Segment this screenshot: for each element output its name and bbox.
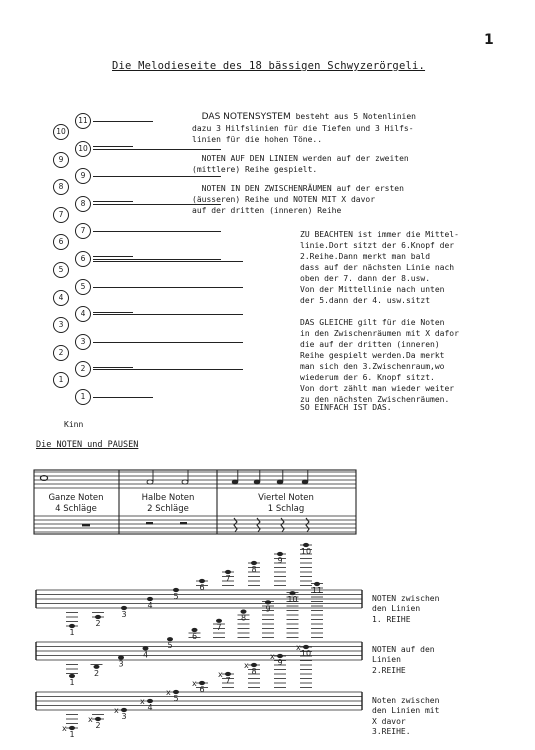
outer-row-button-10: 10 (53, 124, 69, 140)
zwischen-line: auf der dritten (inneren) Reihe (192, 206, 342, 215)
half-note-name: Halbe Noten (141, 493, 195, 503)
note-number: 10 (300, 649, 312, 658)
notensystem-line: dazu 3 Hilfslinien für die Tiefen und 3 Hilfs- (192, 124, 414, 133)
note-number: 1 (69, 678, 75, 687)
outer-row-button-3: 3 (53, 317, 69, 333)
space-line-10 (93, 146, 133, 147)
space-line-4 (93, 312, 133, 313)
beachten-line: 2.Reihe.Dann merkt man bald (300, 252, 431, 261)
sharp-x-mark: x (88, 715, 93, 724)
middle-row-button-5: 5 (75, 279, 91, 295)
linien-line: (mittlere) Reihe gespielt. (192, 165, 318, 174)
half-note-label (119, 493, 217, 515)
einfach-line: SO EINFACH IST DAS. (300, 403, 392, 412)
notensystem-line: besteht aus 5 Notenlinien (290, 112, 416, 121)
middle-line-accent (93, 261, 243, 262)
zwischen-heading: NOTEN IN DEN ZWISCHENRÄUMEN (201, 184, 332, 193)
notensystem-heading: DAS NOTENSYSTEM (201, 112, 291, 122)
gleiche-line: die auf der dritten (inneren) (300, 340, 440, 349)
gleiche-line: Von dort zählt man wieder weiter (300, 384, 455, 393)
beachten-line: ZU BEACHTEN ist immer die Mittel- (300, 230, 459, 239)
zwischen-paragraph (192, 172, 404, 216)
section-title (36, 440, 138, 450)
note-number: 6 (191, 632, 198, 641)
quarter-note-name: Viertel Noten (258, 493, 314, 503)
outer-row-button-2: 2 (53, 345, 69, 361)
sharp-x-mark: x (140, 697, 145, 706)
sharp-x-mark: x (62, 724, 67, 733)
staff-row-2-label (372, 634, 435, 676)
staff-row-label-line: NOTEN zwischen (372, 593, 440, 603)
note-number: 2 (95, 619, 101, 628)
staff-row-label-line: X davor (372, 716, 406, 726)
note-number: 2 (93, 668, 100, 678)
note-line-7 (93, 231, 221, 232)
page-number: 1 (484, 32, 494, 48)
staff-row-1-label (372, 583, 439, 625)
gleiche-line: in den Zwischenräumen mit X dafor (300, 329, 459, 338)
note-line-11 (93, 121, 153, 122)
zwischen-line: (äusseren) Reihe und NOTEN MIT X davor (192, 195, 376, 204)
gleiche-line: zu den nächsten Zwischenräumen. (300, 395, 450, 404)
whole-note-label (34, 493, 118, 515)
beachten-paragraph (300, 218, 459, 306)
outer-row-button-9: 9 (53, 152, 69, 168)
page-title: Die Melodieseite des 18 bässigen Schwyzerörgeli. (112, 60, 426, 72)
note-number: 5 (167, 641, 173, 651)
gleiche-line: man sich den 3.Zwischenraum,wo (300, 362, 445, 371)
note-number: 9 (277, 658, 283, 667)
note-number: 8 (240, 613, 247, 623)
note-number: 11 (311, 586, 323, 595)
gleiche-line: DAS GLEICHE gilt für die Noten (300, 318, 445, 327)
quarter-note-beats: 1 Schlag (267, 504, 305, 514)
middle-row-button-7: 7 (75, 223, 91, 239)
beachten-line: Von der Mittellinie nach unten (300, 285, 445, 294)
middle-row-button-11: 11 (75, 113, 91, 129)
notensystem-line: linien für die hohen Töne.. (192, 135, 323, 144)
note-number: 4 (142, 650, 149, 660)
note-line-4 (93, 314, 243, 315)
note-number: 5 (173, 694, 179, 703)
middle-row-button-4: 4 (75, 306, 91, 322)
note-line-2 (93, 369, 243, 370)
note-number: 8 (251, 667, 257, 676)
outer-row-button-1: 1 (53, 372, 69, 388)
middle-row-button-6: 6 (75, 251, 91, 267)
staff-row-3-label (372, 685, 439, 738)
note-line-3 (93, 342, 243, 343)
gleiche-line: Reihe gespielt werden.Da merkt (300, 351, 445, 360)
note-number: 7 (225, 574, 231, 583)
space-line-8 (93, 201, 133, 202)
chin-label: Kinn (64, 420, 84, 429)
section-title-text: Die NOTEN und PAUSEN (36, 440, 139, 450)
note-number: 3 (118, 659, 124, 669)
note-number: 8 (251, 565, 257, 574)
half-note-beats: 2 Schläge (147, 504, 189, 514)
note-line-1 (93, 397, 153, 398)
note-number: 1 (69, 730, 75, 739)
middle-row-button-9: 9 (75, 168, 91, 184)
note-number: 2 (95, 721, 101, 730)
gleiche-line: wiederum der 6. Knopf sitzt. (300, 373, 435, 382)
linien-heading: NOTEN AUF DEN LINIEN (201, 154, 298, 163)
middle-row-button-2: 2 (75, 361, 91, 377)
outer-row-button-8: 8 (53, 179, 69, 195)
middle-row-button-3: 3 (75, 334, 91, 350)
whole-note-name: Ganze Noten (48, 493, 104, 503)
linien-line: werden auf der zweiten (297, 154, 409, 163)
gleiche-paragraph (300, 306, 459, 405)
note-number: 7 (216, 622, 222, 632)
outer-row-button-5: 5 (53, 262, 69, 278)
whole-rest-symbol (82, 524, 90, 526)
sharp-x-mark: x (218, 670, 223, 679)
beachten-line: linie.Dort sitzt der 6.Knopf der (300, 241, 455, 250)
note-number: 9 (265, 604, 271, 614)
staff-row-label-line: den Linien (372, 604, 421, 613)
middle-row-button-10: 10 (75, 141, 91, 157)
linien-paragraph (192, 142, 409, 175)
middle-row-button-8: 8 (75, 196, 91, 212)
sharp-x-mark: x (270, 652, 275, 661)
sharp-x-mark: x (192, 679, 197, 688)
beachten-line: dass auf der nächsten Linie nach (300, 263, 455, 272)
staff-row-label-line: Noten zwischen (372, 695, 440, 705)
note-number: 7 (225, 676, 231, 685)
note-number: 6 (199, 583, 205, 592)
sharp-x-mark: x (166, 688, 171, 697)
staff-row-label-line: 3.REIHE. (372, 727, 411, 736)
staff-rows (0, 547, 370, 750)
quarter-note-label (217, 493, 355, 515)
note-number: 9 (277, 556, 283, 565)
staff-row-label-line: NOTEN auf den (372, 644, 435, 654)
sharp-x-mark: x (244, 661, 249, 670)
outer-row-button-7: 7 (53, 207, 69, 223)
note-number: 4 (147, 601, 153, 610)
note-number: 10 (300, 547, 312, 556)
whole-note-beats: 4 Schläge (55, 504, 97, 514)
beachten-line: der 5.dann der 4. usw.sitzt (300, 296, 431, 305)
sharp-x-mark: x (114, 706, 119, 715)
staff-row-label-line: 1. REIHE (372, 614, 411, 624)
note-number: 1 (69, 628, 75, 637)
sharp-x-mark: x (296, 643, 301, 652)
middle-row-button-1: 1 (75, 389, 91, 405)
note-number: 10 (287, 595, 298, 605)
outer-row-button-6: 6 (53, 234, 69, 250)
note-number: 4 (147, 703, 153, 712)
beachten-line: oben der 7. dann der 8.usw. (300, 274, 431, 283)
staff-row-label-line: 2.REIHE (372, 665, 406, 675)
zwischen-line: auf der ersten (331, 184, 404, 193)
staff-row-label-line: Linien (372, 655, 401, 664)
outer-row-button-4: 4 (53, 290, 69, 306)
note-number: 3 (121, 712, 127, 721)
note-line-5 (93, 287, 243, 288)
space-line-6 (93, 256, 133, 257)
staff-row-label-line: den Linien mit (372, 706, 440, 715)
notensystem-paragraph (192, 100, 416, 145)
space-line-2 (93, 367, 133, 368)
note-number: 6 (199, 685, 205, 694)
note-number: 5 (173, 592, 179, 601)
note-number: 3 (121, 610, 127, 619)
